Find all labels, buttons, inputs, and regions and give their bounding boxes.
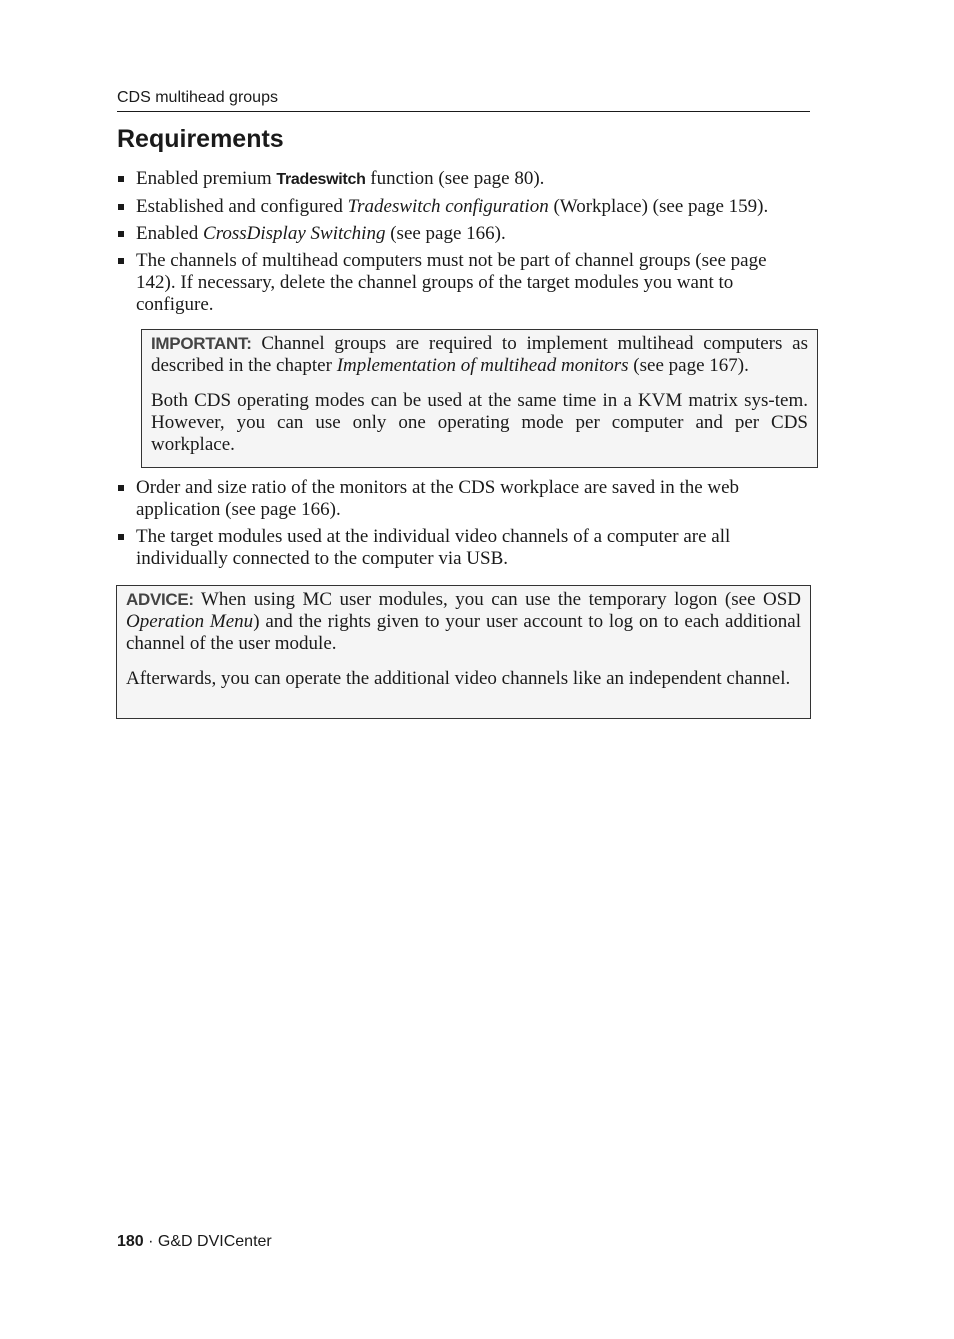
requirements-list [117,168,810,321]
emphasis: CrossDisplay Switching [203,223,386,244]
bullet-icon [118,534,124,540]
list-item: Established and configured Tradeswitch configuration (Workplace) (see page 159). [117,196,810,218]
list-item: The channels of multihead computers must not be part of channel groups (see page 142). If necessary, delete the channel groups of the target modules you want to configure. [117,250,810,316]
page-number: 180 [117,1233,144,1250]
important-label: IMPORTANT: [151,334,252,353]
list-item: Order and size ratio of the monitors at the CDS workplace are saved in the web application (see page 166). [117,477,810,521]
bullet-icon [118,231,124,237]
advice-paragraph: Afterwards, you can operate the additional video channels like an independent channel. [126,668,791,689]
footer-separator: · [143,1233,158,1250]
page-footer [117,1233,272,1251]
advice-note [116,585,811,719]
important-paragraph: Both CDS operating modes can be used at the same time in a KVM matrix sys-tem. However, you can use only one operating mode per computer and per CDS workplace. [151,390,808,455]
list-item: The target modules used at the individual video channels of a computer are all individually connected to the computer via USB. [117,526,810,570]
important-paragraph: IMPORTANT: Channel groups are required to implement multihead computers as described in the chapter Implementation of multihead monitors (see page 167). [151,333,808,376]
advice-label: ADVICE: [126,590,194,609]
requirements-list-continued [117,477,810,575]
emphasis: Operation Menu [126,611,254,632]
emphasis: Implementation of multihead monitors [336,355,629,376]
bullet-icon [118,176,124,182]
list-item: Enabled CrossDisplay Switching (see page 166). [117,223,810,245]
section-heading: Requirements [117,125,284,153]
header-title: CDS multihead groups [117,89,278,106]
important-note [141,329,818,468]
bullet-icon [118,204,124,210]
running-header [117,89,810,112]
advice-paragraph: ADVICE: When using MC user modules, you can use the temporary logon (see OSD Operation Menu) and the rights given to your user account to log on to each additional channel of the user module. [126,589,801,654]
list-item: Enabled premium Tradeswitch function (see page 80). [117,168,810,191]
keyword: Tradeswitch [276,171,366,188]
bullet-icon [118,485,124,491]
bullet-icon [118,258,124,264]
product-name: G&D DVICenter [157,1233,272,1250]
emphasis: Tradeswitch configuration [347,196,549,217]
